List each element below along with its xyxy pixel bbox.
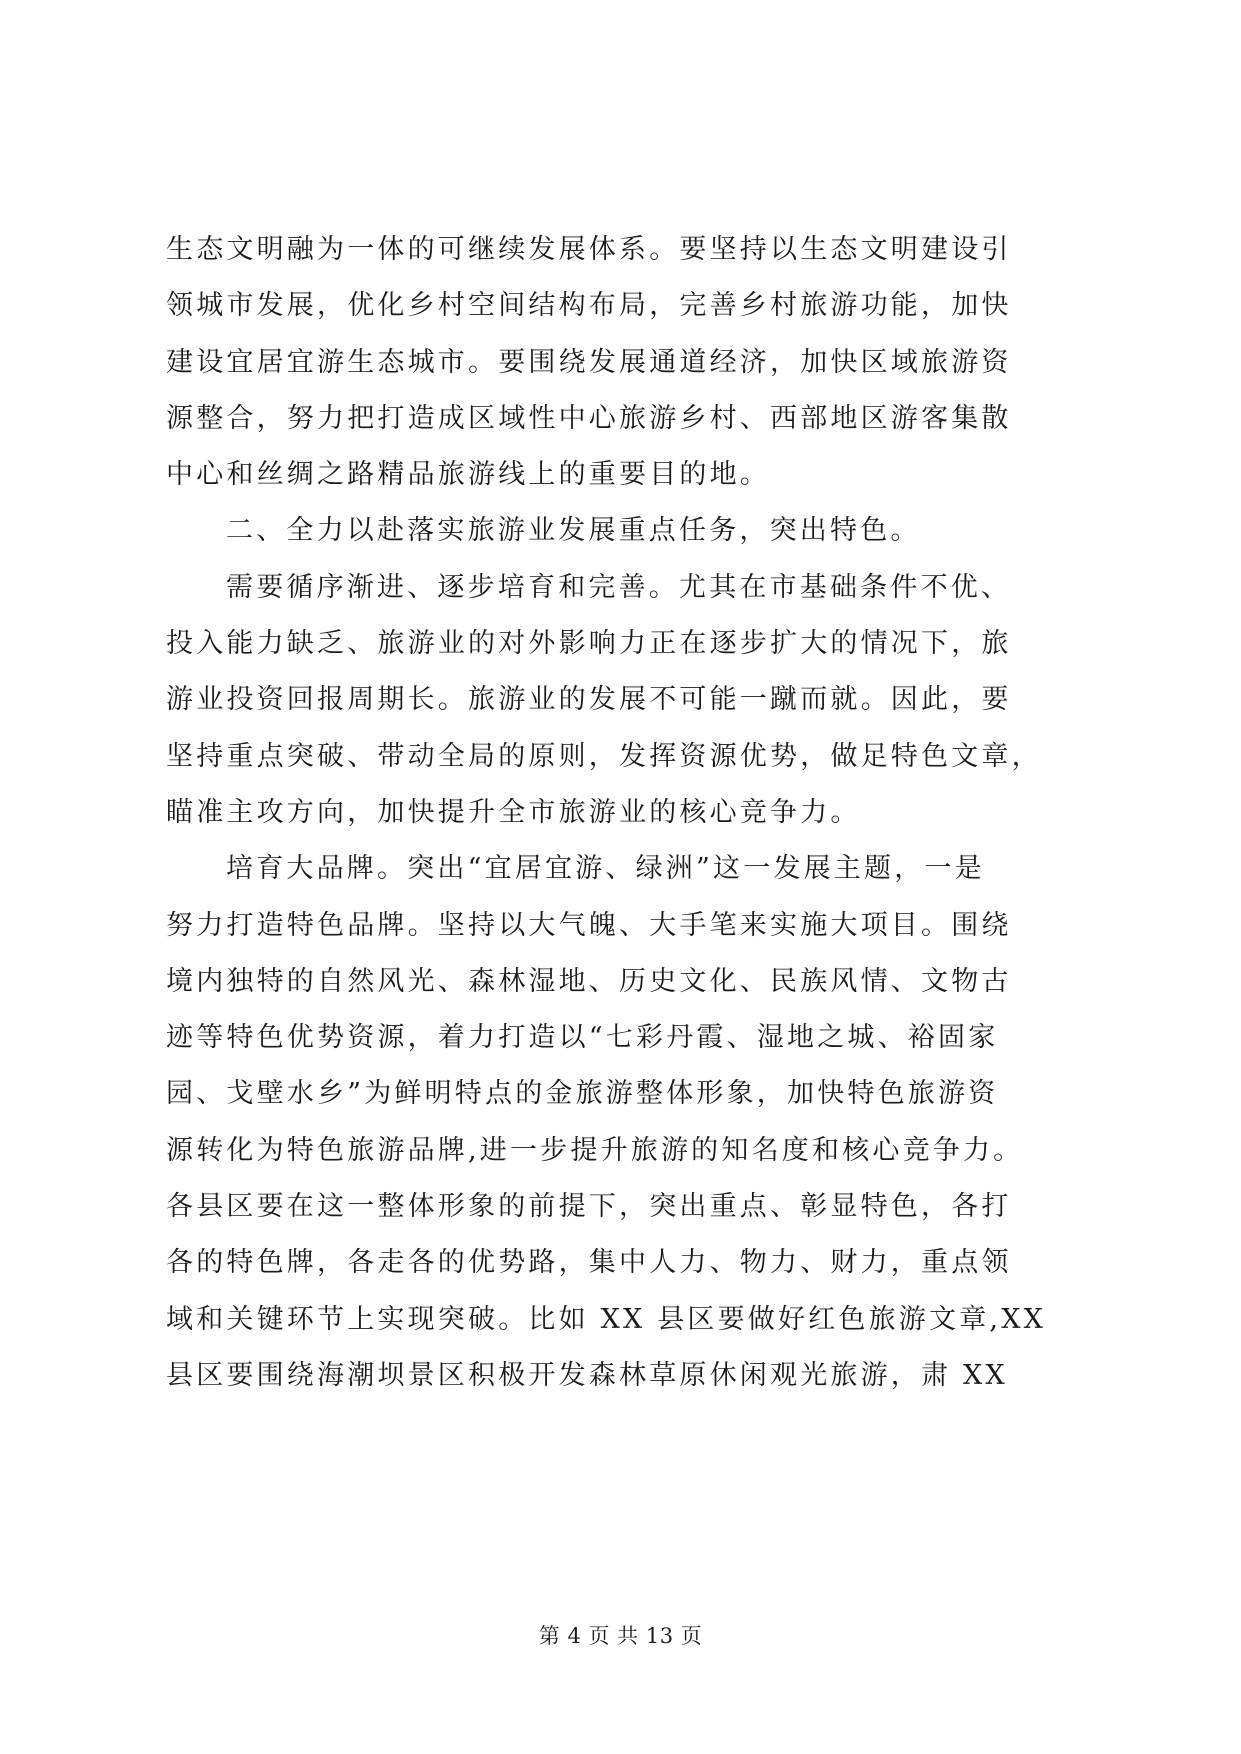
text-line: 域和关键环节上实现突破。比如 XX 县区要做好红色旅游文章,XX bbox=[166, 1303, 1047, 1335]
text-line: 领城市发展，优化乡村空间结构布局，完善乡村旅游功能，加快 bbox=[166, 290, 1012, 322]
text-line: 投入能力缺乏、旅游业的对外影响力正在逐步扩大的情况下，旅 bbox=[166, 628, 1012, 660]
text-line: 建设宜居宜游生态城市。要围绕发展通道经济，加快区域旅游资 bbox=[166, 346, 1012, 378]
text-line: 生态文明融为一体的可继续发展体系。要坚持以生态文明建设引 bbox=[166, 234, 1012, 265]
text-line: 迹等特色优势资源，着力打造以“七彩丹霞、湿地之城、裕固家 bbox=[166, 1022, 999, 1054]
text-line: 坚持重点突破、带动全局的原则，发挥资源优势，做足特色文章， bbox=[166, 740, 1042, 772]
text-line: 各的特色牌，各走各的优势路，集中人力、物力、财力，重点领 bbox=[166, 1247, 1012, 1279]
section-heading: 二、全力以赴落实旅游业发展重点任务，突出特色。 bbox=[226, 515, 921, 547]
text-line: 县区要围绕海潮坝景区积极开发森林草原休闲观光旅游，肃 XX bbox=[166, 1359, 1008, 1391]
text-line: 培育大品牌。突出“宜居宜游、绿洲”这一发展主题，一是 bbox=[226, 853, 985, 885]
text-line: 努力打造特色品牌。坚持以大气魄、大手笔来实施大项目。围绕 bbox=[166, 909, 1012, 941]
text-line: 各县区要在这一整体形象的前提下，突出重点、彰显特色，各打 bbox=[166, 1191, 1012, 1223]
text-line: 瞄准主攻方向，加快提升全市旅游业的核心竞争力。 bbox=[166, 796, 861, 828]
document-body bbox=[166, 222, 1081, 1404]
text-line: 源整合，努力把打造成区域性中心旅游乡村、西部地区游客集散 bbox=[166, 402, 1012, 434]
text-line: 源转化为特色旅游品牌,进一步提升旅游的知名度和核心竞争力。 bbox=[166, 1134, 1024, 1166]
text-line: 境内独特的自然风光、森林湿地、历史文化、民族风情、文物古 bbox=[166, 965, 1012, 997]
text-line: 中心和丝绸之路精品旅游线上的重要目的地。 bbox=[166, 459, 770, 491]
page-number-footer: 第 4 页 共 13 页 bbox=[538, 1624, 703, 1648]
text-line: 园、戈壁水乡”为鲜明特点的金旅游整体形象，加快特色旅游资 bbox=[166, 1078, 999, 1110]
text-line: 需要循序渐进、逐步培育和完善。尤其在市基础条件不优、 bbox=[226, 571, 1012, 603]
text-line: 游业投资回报周期长。旅游业的发展不可能一蹴而就。因此，要 bbox=[166, 684, 1012, 716]
